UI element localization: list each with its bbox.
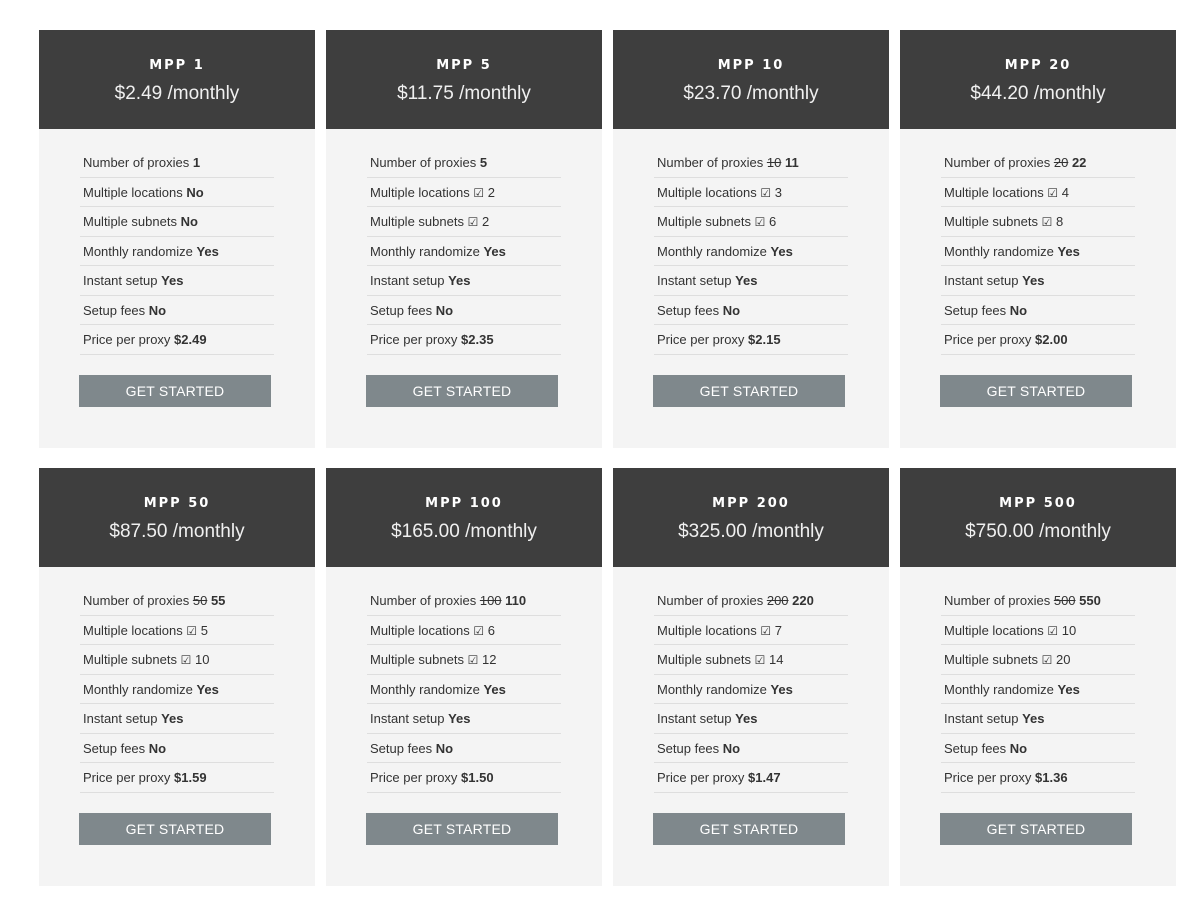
feature-label: Multiple locations	[370, 622, 470, 638]
feature-label: Multiple subnets	[944, 652, 1038, 667]
locations-value: 6	[487, 622, 495, 638]
feature-subnets	[654, 207, 848, 237]
proxy-count: 55	[210, 593, 226, 608]
check-square-icon: ☑	[1041, 653, 1053, 667]
locations-value: 5	[200, 622, 208, 638]
feature-fees	[80, 734, 274, 764]
setup-value: Yes	[448, 711, 471, 726]
plan-price: $750.00 /monthly	[965, 521, 1111, 542]
feature-label: Monthly randomize	[370, 681, 480, 697]
feature-label: Multiple locations	[657, 622, 757, 638]
old-proxy-count: 100	[479, 593, 502, 608]
feature-label: Price per proxy	[83, 770, 171, 785]
proxy-count: 5	[479, 155, 488, 170]
randomize-value: Yes	[770, 243, 793, 259]
plan-name: MPP 200	[712, 496, 790, 511]
check-square-icon: ☑	[754, 653, 766, 667]
feature-locations	[941, 178, 1135, 208]
subnets-value: 20	[1055, 652, 1071, 667]
proxy-count: 1	[192, 155, 201, 170]
check-square-icon: ☑	[754, 215, 766, 229]
price-per-proxy-value: $1.36	[1035, 770, 1068, 785]
plan-price: $2.49 /monthly	[114, 83, 240, 104]
feature-setup	[654, 704, 848, 734]
feature-randomize	[80, 237, 274, 267]
fees-value: No	[722, 302, 741, 318]
feature-label: Multiple subnets	[83, 214, 177, 229]
check-square-icon: ☑	[473, 623, 485, 638]
feature-setup	[367, 704, 561, 734]
feature-randomize	[80, 675, 274, 705]
feature-price-per-proxy	[654, 763, 848, 793]
locations-value: 7	[774, 622, 782, 638]
get-started-button[interactable]: GET STARTED	[653, 375, 845, 407]
feature-label: Number of proxies	[657, 593, 764, 608]
feature-price-per-proxy	[654, 325, 848, 355]
feature-proxies	[654, 586, 848, 616]
feature-label: Multiple subnets	[83, 652, 177, 667]
feature-fees	[941, 734, 1135, 764]
pricing-grid	[39, 30, 1176, 886]
feature-subnets	[367, 207, 561, 237]
randomize-value: Yes	[196, 681, 219, 697]
feature-randomize	[654, 237, 848, 267]
feature-label: Multiple locations	[944, 622, 1044, 638]
check-square-icon: ☑	[1041, 215, 1053, 229]
price-per-proxy-value: $2.35	[461, 332, 494, 347]
plan-name: MPP 500	[999, 496, 1077, 511]
feature-list	[367, 148, 561, 355]
price-per-proxy-value: $1.50	[461, 770, 494, 785]
pricing-card	[613, 468, 889, 886]
feature-label: Monthly randomize	[83, 681, 193, 697]
proxy-count: 550	[1079, 593, 1101, 608]
feature-price-per-proxy	[80, 763, 274, 793]
feature-label: Setup fees	[83, 740, 146, 756]
feature-randomize	[941, 237, 1135, 267]
feature-label: Number of proxies	[657, 155, 764, 170]
card-header	[39, 468, 315, 567]
check-square-icon: ☑	[1047, 185, 1059, 200]
feature-subnets	[367, 645, 561, 675]
feature-fees	[654, 296, 848, 326]
feature-locations	[80, 178, 274, 208]
plan-name: MPP 1	[149, 58, 205, 73]
feature-label: Price per proxy	[370, 770, 458, 785]
plan-name: MPP 100	[425, 496, 503, 511]
feature-label: Number of proxies	[944, 593, 1051, 608]
card-header	[613, 468, 889, 567]
feature-proxies	[367, 586, 561, 616]
feature-proxies	[941, 586, 1135, 616]
randomize-value: Yes	[770, 681, 793, 697]
feature-setup	[654, 266, 848, 296]
feature-fees	[80, 296, 274, 326]
feature-setup	[80, 266, 274, 296]
feature-label: Number of proxies	[83, 155, 190, 170]
feature-label: Price per proxy	[944, 332, 1032, 347]
price-per-proxy-value: $2.49	[174, 332, 207, 347]
proxy-count: 22	[1071, 155, 1087, 170]
feature-list	[941, 586, 1135, 793]
subnets-value: No	[180, 214, 198, 229]
feature-price-per-proxy	[367, 763, 561, 793]
feature-label: Number of proxies	[83, 593, 190, 608]
plan-price: $87.50 /monthly	[109, 521, 245, 542]
randomize-value: Yes	[483, 681, 506, 697]
feature-label: Setup fees	[370, 302, 433, 318]
feature-locations	[941, 616, 1135, 646]
setup-value: Yes	[448, 273, 471, 288]
feature-locations	[654, 616, 848, 646]
fees-value: No	[148, 302, 167, 318]
get-started-button[interactable]: GET STARTED	[366, 813, 558, 845]
feature-label: Setup fees	[370, 740, 433, 756]
feature-proxies	[80, 586, 274, 616]
card-header	[326, 468, 602, 567]
feature-label: Instant setup	[370, 711, 445, 726]
feature-label: Instant setup	[370, 273, 445, 288]
fees-value: No	[148, 740, 167, 756]
old-proxy-count: 500	[1053, 593, 1076, 608]
plan-price: $325.00 /monthly	[678, 521, 824, 542]
feature-locations	[80, 616, 274, 646]
check-square-icon: ☑	[467, 653, 479, 667]
card-header	[326, 30, 602, 129]
feature-fees	[941, 296, 1135, 326]
setup-value: Yes	[1022, 711, 1045, 726]
feature-subnets	[941, 207, 1135, 237]
feature-label: Price per proxy	[657, 332, 745, 347]
feature-label: Multiple locations	[657, 184, 757, 200]
feature-label: Price per proxy	[370, 332, 458, 347]
feature-proxies	[367, 148, 561, 178]
pricing-card	[39, 30, 315, 448]
setup-value: Yes	[1022, 273, 1045, 288]
plan-price: $23.70 /monthly	[683, 83, 819, 104]
feature-label: Instant setup	[83, 273, 158, 288]
plan-name: MPP 10	[717, 58, 785, 73]
randomize-value: Yes	[1057, 243, 1080, 259]
feature-randomize	[941, 675, 1135, 705]
feature-list	[941, 148, 1135, 355]
feature-label: Price per proxy	[83, 332, 171, 347]
feature-label: Instant setup	[944, 273, 1019, 288]
plan-price: $44.20 /monthly	[970, 83, 1106, 104]
randomize-value: Yes	[483, 243, 506, 259]
plan-price: $11.75 /monthly	[397, 83, 531, 104]
feature-price-per-proxy	[941, 325, 1135, 355]
pricing-card	[39, 468, 315, 886]
get-started-button[interactable]: GET STARTED	[366, 375, 558, 407]
proxy-count: 110	[505, 593, 527, 608]
fees-value: No	[1009, 302, 1028, 318]
check-square-icon: ☑	[473, 185, 485, 200]
feature-label: Multiple locations	[944, 184, 1044, 200]
get-started-button[interactable]: GET STARTED	[940, 375, 1132, 407]
feature-subnets	[80, 645, 274, 675]
feature-label: Multiple subnets	[370, 652, 464, 667]
fees-value: No	[435, 302, 454, 318]
feature-label: Number of proxies	[944, 155, 1051, 170]
feature-randomize	[367, 675, 561, 705]
subnets-value: 6	[768, 214, 777, 229]
feature-label: Number of proxies	[370, 155, 477, 170]
feature-proxies	[80, 148, 274, 178]
get-started-button[interactable]: GET STARTED	[79, 813, 271, 845]
feature-list	[80, 148, 274, 355]
randomize-value: Yes	[196, 243, 219, 259]
plan-name: MPP 50	[143, 496, 211, 511]
check-square-icon: ☑	[1047, 623, 1059, 638]
feature-label: Multiple locations	[370, 184, 470, 200]
fees-value: No	[722, 740, 741, 756]
feature-price-per-proxy	[941, 763, 1135, 793]
feature-label: Instant setup	[944, 711, 1019, 726]
feature-locations	[367, 616, 561, 646]
old-proxy-count: 20	[1053, 155, 1069, 170]
fees-value: No	[435, 740, 454, 756]
proxy-count: 220	[792, 593, 814, 608]
feature-setup	[80, 704, 274, 734]
pricing-card	[900, 30, 1176, 448]
locations-value: 3	[774, 184, 782, 200]
feature-setup	[367, 266, 561, 296]
feature-label: Multiple subnets	[657, 214, 751, 229]
price-per-proxy-value: $2.15	[748, 332, 781, 347]
card-header	[900, 468, 1176, 567]
feature-list	[367, 586, 561, 793]
card-header	[39, 30, 315, 129]
get-started-button[interactable]: GET STARTED	[940, 813, 1132, 845]
setup-value: Yes	[735, 273, 758, 288]
locations-value: 2	[487, 184, 495, 200]
old-proxy-count: 50	[192, 593, 208, 608]
check-square-icon: ☑	[760, 185, 772, 200]
fees-value: No	[1009, 740, 1028, 756]
pricing-card	[326, 468, 602, 886]
locations-value: 10	[1061, 622, 1077, 638]
subnets-value: 14	[768, 652, 784, 667]
feature-label: Setup fees	[944, 740, 1007, 756]
feature-label: Instant setup	[657, 273, 732, 288]
feature-label: Monthly randomize	[657, 243, 767, 259]
feature-list	[80, 586, 274, 793]
feature-label: Monthly randomize	[944, 681, 1054, 697]
feature-proxies	[941, 148, 1135, 178]
feature-label: Price per proxy	[657, 770, 745, 785]
feature-label: Multiple locations	[83, 622, 183, 638]
randomize-value: Yes	[1057, 681, 1080, 697]
feature-label: Multiple subnets	[370, 214, 464, 229]
feature-label: Setup fees	[83, 302, 146, 318]
check-square-icon: ☑	[180, 653, 192, 667]
subnets-value: 2	[481, 214, 490, 229]
feature-label: Setup fees	[944, 302, 1007, 318]
setup-value: Yes	[161, 711, 184, 726]
subnets-value: 8	[1055, 214, 1064, 229]
check-square-icon: ☑	[467, 215, 479, 229]
feature-fees	[654, 734, 848, 764]
price-per-proxy-value: $1.47	[748, 770, 781, 785]
check-square-icon: ☑	[186, 623, 198, 638]
feature-proxies	[654, 148, 848, 178]
feature-label: Price per proxy	[944, 770, 1032, 785]
card-header	[613, 30, 889, 129]
feature-label: Monthly randomize	[370, 243, 480, 259]
feature-price-per-proxy	[367, 325, 561, 355]
feature-randomize	[654, 675, 848, 705]
feature-randomize	[367, 237, 561, 267]
feature-label: Multiple locations	[83, 184, 183, 200]
feature-setup	[941, 704, 1135, 734]
feature-label: Setup fees	[657, 302, 720, 318]
feature-locations	[367, 178, 561, 208]
setup-value: Yes	[735, 711, 758, 726]
locations-value: No	[186, 184, 204, 200]
proxy-count: 11	[784, 155, 799, 170]
feature-label: Monthly randomize	[657, 681, 767, 697]
feature-fees	[367, 296, 561, 326]
feature-label: Multiple subnets	[944, 214, 1038, 229]
subnets-value: 12	[481, 652, 497, 667]
feature-label: Instant setup	[657, 711, 732, 726]
feature-subnets	[80, 207, 274, 237]
subnets-value: 10	[194, 652, 210, 667]
card-header	[900, 30, 1176, 129]
check-square-icon: ☑	[760, 623, 772, 638]
old-proxy-count: 10	[766, 155, 782, 170]
pricing-card	[900, 468, 1176, 886]
plan-name: MPP 5	[436, 58, 492, 73]
feature-subnets	[654, 645, 848, 675]
feature-label: Multiple subnets	[657, 652, 751, 667]
feature-price-per-proxy	[80, 325, 274, 355]
feature-fees	[367, 734, 561, 764]
pricing-card	[326, 30, 602, 448]
locations-value: 4	[1061, 184, 1069, 200]
feature-label: Number of proxies	[370, 593, 477, 608]
price-per-proxy-value: $1.59	[174, 770, 207, 785]
feature-list	[654, 586, 848, 793]
old-proxy-count: 200	[766, 593, 789, 608]
get-started-button[interactable]: GET STARTED	[653, 813, 845, 845]
feature-label: Monthly randomize	[944, 243, 1054, 259]
feature-subnets	[941, 645, 1135, 675]
setup-value: Yes	[161, 273, 184, 288]
plan-name: MPP 20	[1004, 58, 1072, 73]
feature-label: Setup fees	[657, 740, 720, 756]
feature-list	[654, 148, 848, 355]
feature-setup	[941, 266, 1135, 296]
plan-price: $165.00 /monthly	[391, 521, 537, 542]
feature-locations	[654, 178, 848, 208]
get-started-button[interactable]: GET STARTED	[79, 375, 271, 407]
feature-label: Instant setup	[83, 711, 158, 726]
price-per-proxy-value: $2.00	[1035, 332, 1068, 347]
feature-label: Monthly randomize	[83, 243, 193, 259]
pricing-card	[613, 30, 889, 448]
